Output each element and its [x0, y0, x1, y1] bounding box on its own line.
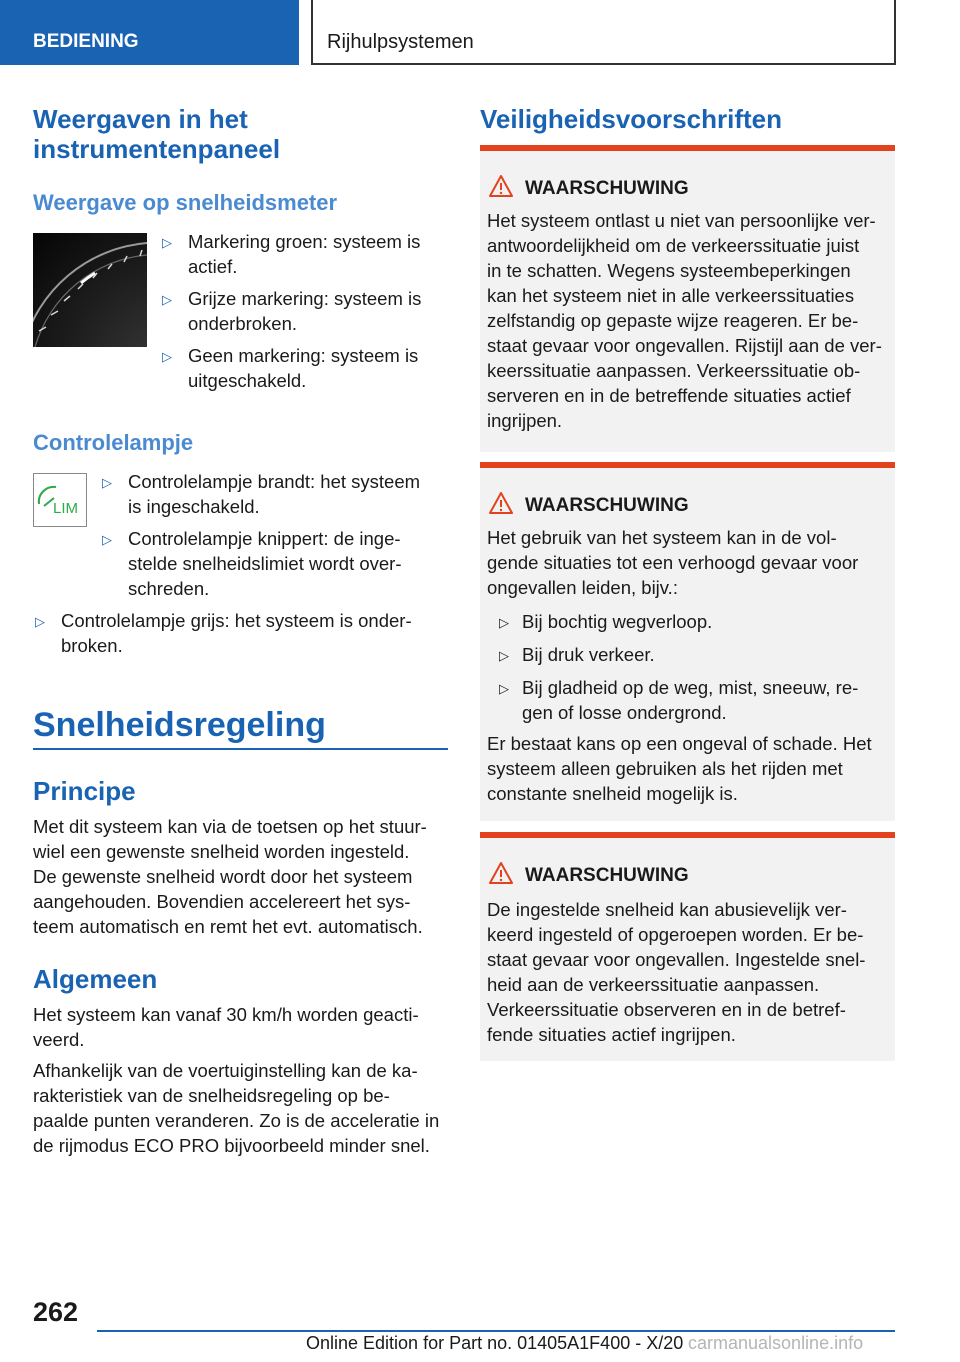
warning-text: De ingestelde snelheid kan abusievelijk ver- keerd ingesteld of opgeroepen worden. Er be- staat gevaar voor ongevallen. Ingestelde snel- heid aan de verkeerssituatie aanpassen. Verkeerssituatie observeren en in de betref- fende situaties actief ingrijpen.: [487, 899, 866, 1045]
warning-title: WAARSCHUWING: [525, 865, 689, 886]
warning-triangle-icon: [489, 862, 513, 884]
indicator-lamp-heading: Controlelampje: [33, 430, 194, 455]
triangle-bullet-icon: ▷: [499, 648, 509, 663]
speedometer-heading: Weergave op snelheidsmeter: [33, 190, 338, 215]
watermark: carmanualsonline.info: [688, 1333, 864, 1353]
list-item: ▷ Bij gladheid op de weg, mist, sneeuw, re- gen of losse ondergrond.: [499, 677, 859, 723]
list-item: ▷ Markering groen: systeem is actief.: [162, 231, 421, 277]
triangle-bullet-icon: ▷: [102, 475, 112, 490]
principle-heading: Principe: [33, 776, 136, 806]
warning-title: WAARSCHUWING: [525, 495, 689, 516]
lamp-label: LIM: [53, 500, 79, 517]
triangle-bullet-icon: ▷: [162, 349, 172, 364]
general-heading: Algemeen: [33, 964, 158, 994]
list-item: ▷ Controlelampje knippert: de inge- stelde snelheidslimiet wordt over- schreden.: [102, 528, 402, 599]
edition-note: Online Edition for Part no. 01405A1F400 - X/20: [306, 1333, 684, 1353]
warning-title: WAARSCHUWING: [525, 178, 689, 199]
warning-box-2: [480, 462, 895, 821]
triangle-bullet-icon: ▷: [162, 292, 172, 307]
general-paragraph-2: Afhankelijk van de voertuiginstelling kan de ka- rakteristiek van de snelheidsregeling op be- paalde punten veranderen. Zo is de acceleratie in de rijmodus ECO PRO bijvoorbeeld minder snel.: [33, 1060, 440, 1156]
general-paragraph-1: Het systeem kan vanaf 30 km/h worden geacti- veerd.: [33, 1004, 419, 1050]
list-item: ▷ Grijze markering: systeem is onderbroken.: [162, 288, 422, 334]
section-tab: BEDIENING: [0, 0, 299, 65]
section-heading-displays: Weergaven in het instrumentenpaneel: [33, 104, 281, 164]
list-item: ▷ Bij druk verkeer.: [487, 642, 887, 667]
warning-text: Het systeem ontlast u niet van persoonlijke ver- antwoordelijkheid om de verkeerssituatie juist in te schatten. Wegens systeembeperkingen kan het systeem niet in alle verkeerssituaties zelfstandig op gepaste wijze reageren. Er be- staat gevaar voor ongevallen. Rijstijl aan de ver- keerssituatie aanpassen. Verkeerssituatie ob- serveren en in de betreffende situaties actief ingrijpen.: [487, 210, 882, 431]
list-item: ▷ Controlelampje brandt: het systeem is ingeschakeld.: [102, 471, 421, 517]
list-item: ▷ Controlelampje grijs: het systeem is onder- broken.: [35, 610, 412, 656]
principle-paragraph: Met dit systeem kan via de toetsen op het stuur- wiel een gewenste snelheid worden ingesteld. De gewenste snelheid wordt door het systeem aangehouden. Bovendien accelereert het sys- teem automatisch en remt het evt. automatisch.: [33, 816, 427, 937]
warning-box-3: [480, 832, 895, 1061]
warning-triangle-icon: [489, 175, 513, 197]
triangle-bullet-icon: ▷: [35, 614, 45, 629]
speedometer-image: [33, 233, 147, 347]
speedometer-arc-icon: [33, 233, 147, 347]
heading-rule: [33, 748, 448, 750]
triangle-bullet-icon: ▷: [499, 681, 509, 696]
warning-triangle-icon: [489, 492, 513, 514]
list-item: ▷ Bij bochtig wegverloop.: [487, 609, 887, 634]
safety-heading: Veiligheidsvoorschriften: [480, 104, 782, 134]
warning-text: Er bestaat kans op een ongeval of schade. Het systeem alleen gebruiken als het rijden met constante snelheid mogelijk is.: [487, 733, 872, 804]
warning-text: Het gebruik van het systeem kan in de vol- gende situaties tot een verhoogd gevaar voor ongevallen leiden, bijv.:: [487, 527, 859, 598]
main-heading-cruise-control: Snelheidsregeling: [33, 706, 326, 744]
speed-limiter-lamp-icon: [33, 473, 87, 527]
list-item: ▷ Geen markering: systeem is uitgeschakeld.: [162, 345, 419, 391]
triangle-bullet-icon: ▷: [162, 235, 172, 250]
footer-rule: [97, 1330, 895, 1332]
page-number: 262: [33, 1297, 79, 1327]
triangle-bullet-icon: ▷: [102, 532, 112, 547]
triangle-bullet-icon: ▷: [499, 615, 509, 630]
chapter-title: Rijhulpsystemen: [311, 0, 896, 65]
warning-box-1: [480, 145, 895, 452]
